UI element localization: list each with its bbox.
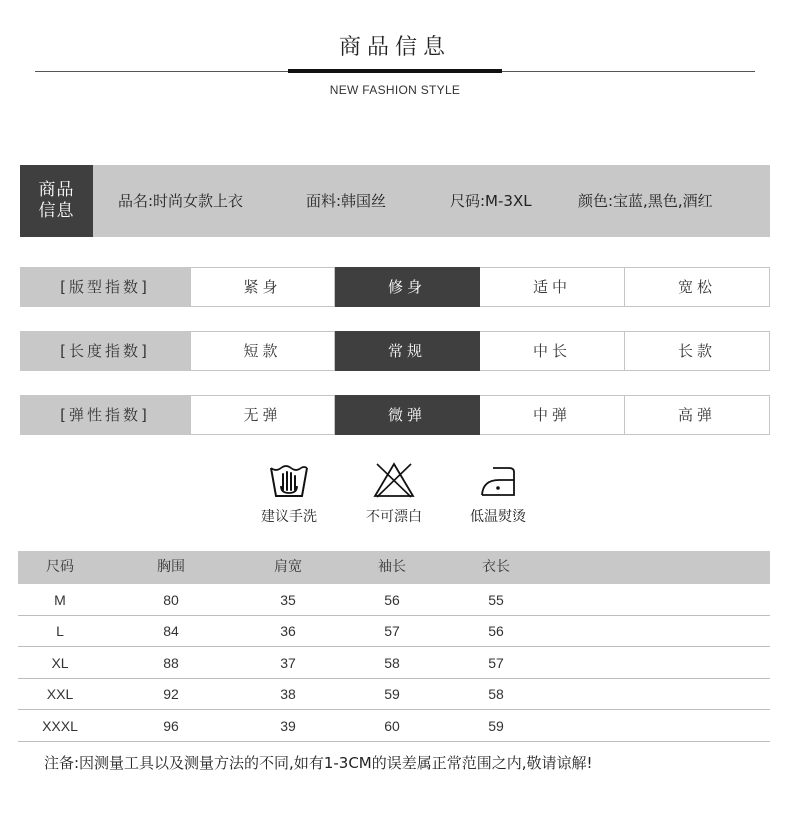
fit-index-row bbox=[20, 267, 770, 307]
cell-chest: 88 bbox=[163, 655, 179, 671]
care-no-bleach bbox=[344, 462, 444, 526]
length-index-label: [长度指数] bbox=[20, 331, 190, 371]
care-low-iron bbox=[448, 462, 548, 526]
col-header-chest: 胸围 bbox=[157, 559, 185, 575]
cell-chest: 84 bbox=[163, 623, 179, 639]
product-color: 颜色:宝蓝,黑色,酒红 bbox=[578, 192, 713, 210]
fit-option: 紧身 bbox=[190, 267, 335, 307]
cell-chest: 92 bbox=[163, 686, 179, 702]
stretch-index-label: [弹性指数] bbox=[20, 395, 190, 435]
measurement-note: 注备:因测量工具以及测量方法的不同,如有1-3CM的误差属正常范围之内,敬请谅解! bbox=[44, 754, 593, 772]
col-header-length: 衣长 bbox=[482, 559, 510, 575]
fit-option: 宽松 bbox=[625, 267, 770, 307]
col-header-shoulder: 肩宽 bbox=[274, 559, 302, 575]
col-header-sleeve: 袖长 bbox=[378, 559, 406, 575]
length-option: 中长 bbox=[480, 331, 625, 371]
cell-sleeve: 56 bbox=[384, 592, 400, 608]
cell-shoulder: 37 bbox=[280, 655, 296, 671]
cell-sleeve: 60 bbox=[384, 718, 400, 734]
stretch-option: 高弹 bbox=[625, 395, 770, 435]
cell-sleeve: 59 bbox=[384, 686, 400, 702]
table-row bbox=[18, 711, 770, 742]
cell-size: XXL bbox=[46, 686, 74, 702]
cell-chest: 96 bbox=[163, 718, 179, 734]
stretch-option: 无弹 bbox=[190, 395, 335, 435]
product-fabric: 面料:韩国丝 bbox=[306, 192, 387, 210]
care-hand-wash bbox=[239, 462, 339, 526]
info-band-label-line2: 信息 bbox=[38, 201, 75, 221]
length-index-row bbox=[20, 331, 770, 371]
care-hand-wash-label: 建议手洗 bbox=[261, 509, 317, 525]
cell-sleeve: 57 bbox=[384, 623, 400, 639]
product-size: 尺码:M-3XL bbox=[450, 192, 532, 210]
stretch-option: 中弹 bbox=[480, 395, 625, 435]
cell-length: 55 bbox=[488, 592, 504, 608]
cell-sleeve: 58 bbox=[384, 655, 400, 671]
page-subtitle: NEW FASHION STYLE bbox=[329, 83, 461, 97]
care-low-iron-label: 低温熨烫 bbox=[470, 509, 526, 525]
stretch-index-row bbox=[20, 395, 770, 435]
hand-wash-icon bbox=[268, 462, 310, 498]
table-row bbox=[18, 585, 770, 616]
fit-option-selected: 修身 bbox=[335, 267, 480, 307]
title-accent-bar bbox=[288, 69, 502, 73]
no-bleach-icon bbox=[373, 462, 415, 498]
cell-length: 57 bbox=[488, 655, 504, 671]
cell-shoulder: 35 bbox=[280, 592, 296, 608]
cell-shoulder: 39 bbox=[280, 718, 296, 734]
length-option: 长款 bbox=[625, 331, 770, 371]
stretch-option-selected: 微弹 bbox=[335, 395, 480, 435]
cell-length: 56 bbox=[488, 623, 504, 639]
info-band-label bbox=[20, 165, 93, 237]
product-name: 品名:时尚女款上衣 bbox=[118, 192, 244, 210]
cell-size: XXXL bbox=[42, 718, 78, 734]
cell-size: L bbox=[56, 623, 64, 639]
page-title: 商品信息 bbox=[338, 35, 451, 60]
cell-chest: 80 bbox=[163, 592, 179, 608]
cell-shoulder: 36 bbox=[280, 623, 296, 639]
info-band-label-line1: 商品 bbox=[38, 180, 75, 200]
cell-shoulder: 38 bbox=[280, 686, 296, 702]
length-option-selected: 常规 bbox=[335, 331, 480, 371]
care-no-bleach-label: 不可漂白 bbox=[366, 509, 422, 525]
fit-index-label: [版型指数] bbox=[20, 267, 190, 307]
col-header-size: 尺码 bbox=[46, 559, 74, 575]
table-row bbox=[18, 648, 770, 679]
table-row bbox=[18, 679, 770, 710]
cell-size: M bbox=[54, 592, 66, 608]
fit-option: 适中 bbox=[480, 267, 625, 307]
cell-length: 59 bbox=[488, 718, 504, 734]
cell-size: XL bbox=[51, 655, 69, 671]
table-row bbox=[18, 616, 770, 647]
length-option: 短款 bbox=[190, 331, 335, 371]
cell-length: 58 bbox=[488, 686, 504, 702]
low-iron-icon bbox=[477, 462, 519, 498]
